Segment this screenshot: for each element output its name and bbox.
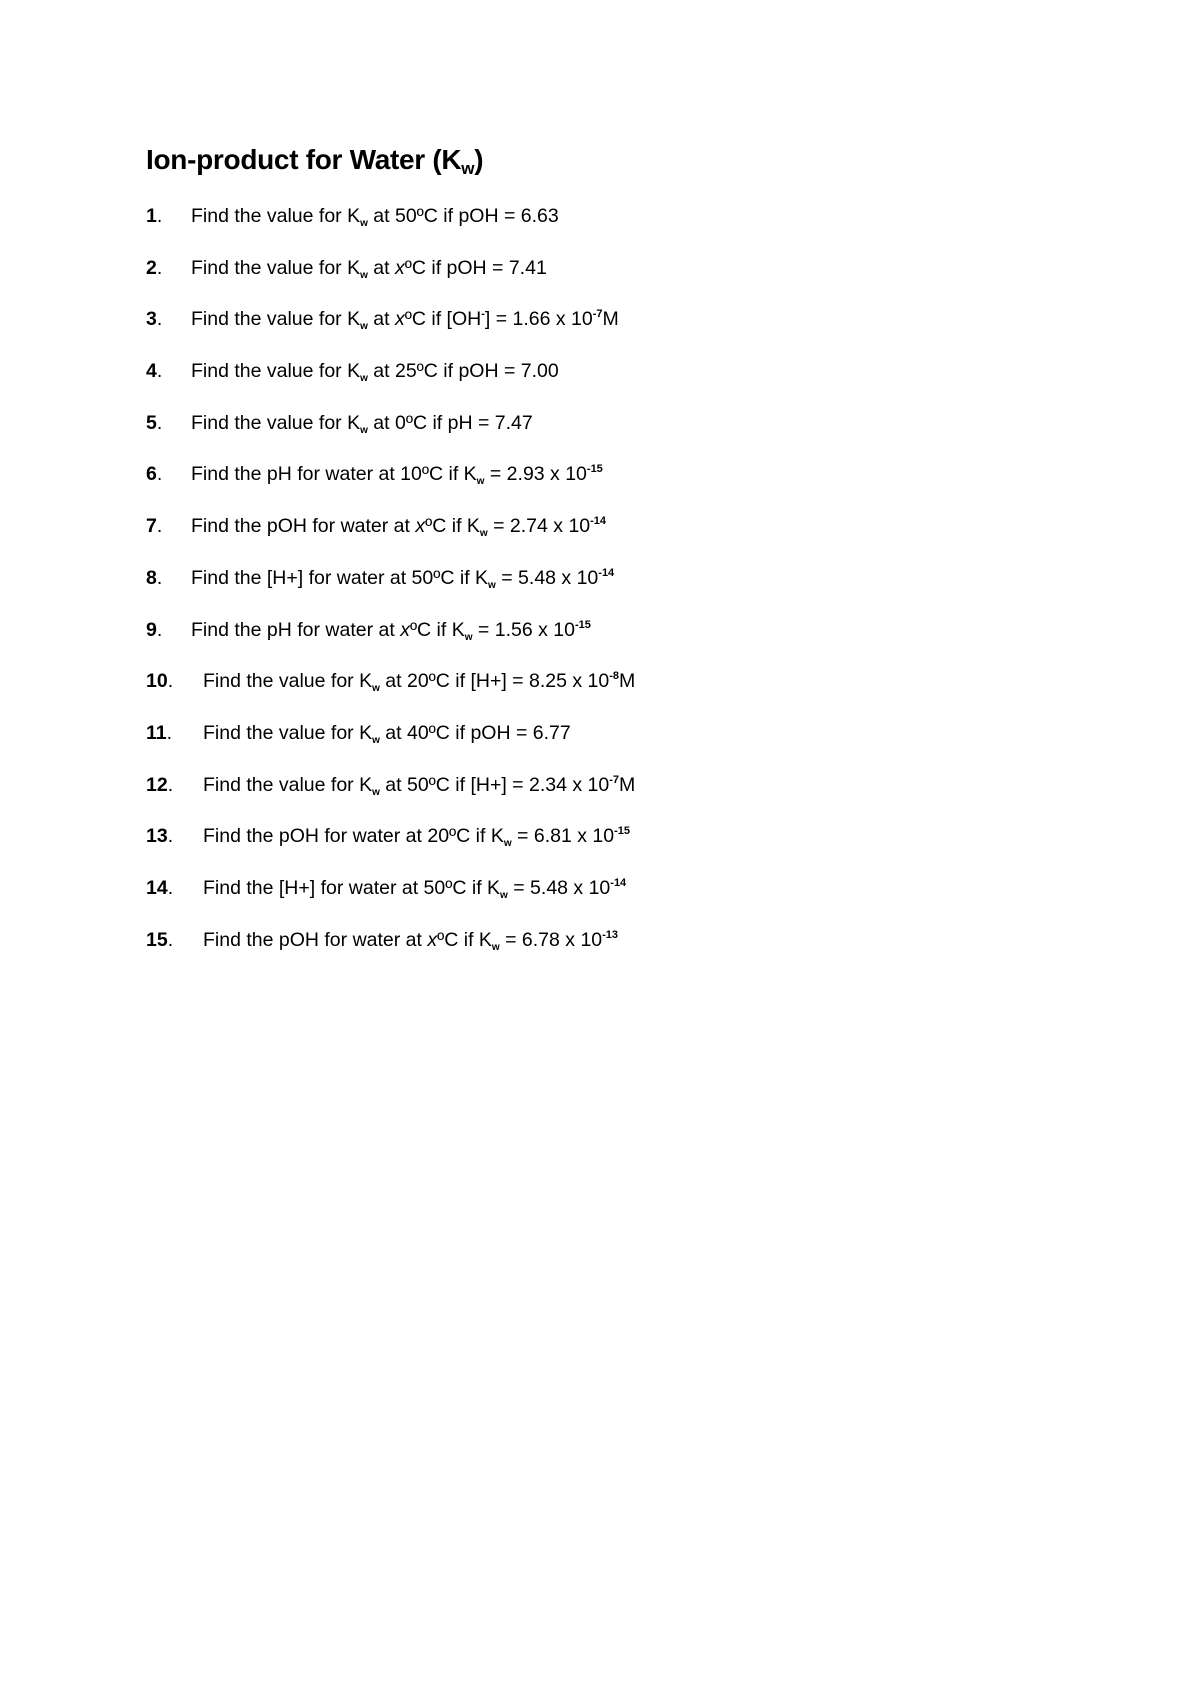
title-close: ) <box>474 144 484 175</box>
question-number-value: 2 <box>146 256 157 279</box>
question-number-value: 9 <box>146 618 157 641</box>
question-text: Find the pOH for water at 20ºC if $K_w = 6.81$ x $10^{-15}$ <box>203 825 630 850</box>
question-number: 10. <box>146 670 174 693</box>
question-item <box>146 875 635 927</box>
question-number-value: 1 <box>146 205 157 227</box>
question-text: Find the value for $K_w$ at 50ºC if pOH = 6.63 <box>191 205 559 229</box>
question-item <box>146 617 635 669</box>
question-text: Find the value for $K_w$ at 20ºC if [H+] = 8.25 x $10^{-8}M$ <box>203 670 636 695</box>
question-list <box>146 203 635 978</box>
question-number: 6. <box>146 463 163 486</box>
question-number: 12. <box>146 773 174 796</box>
question-number: 8. <box>146 566 163 589</box>
question-item <box>146 513 635 565</box>
question-text: Find the value for $K_w$ at xºC if [OH-] = 1.66 x $10^{-7}M$ <box>191 308 619 333</box>
page-title <box>146 143 483 177</box>
question-text: Find the value for $K_w$ at 50ºC if [H+] = 2.34 x $10^{-7}M$ <box>203 773 636 798</box>
question-text: Find the pH for water at 10ºC if $K_w = 2.93$ x $10^{-15}$ <box>191 463 603 488</box>
question-number-value: 12 <box>146 773 168 796</box>
question-number-value: 10 <box>146 670 168 693</box>
question-number: 14. <box>146 876 174 899</box>
question-text: Find the value for $K_w$ at 0ºC if pH = 7.47 <box>191 411 533 436</box>
question-item <box>146 306 635 358</box>
question-number-value: 4 <box>146 360 157 383</box>
question-text: Find the value for $K_w$ at 40ºC if pOH = 6.77 <box>203 721 571 746</box>
question-text: Find the pH for water at xºC if $K_w = 1.56$ x $10^{-15}$ <box>191 618 591 643</box>
question-text: Find the [H+] for water at 50ºC if $K_w = 5.48$ x $10^{-14}$ <box>203 876 627 901</box>
question-number-value: 11 <box>146 721 167 744</box>
question-number-value: 5 <box>146 411 157 434</box>
question-number: 11. <box>146 721 173 744</box>
question-item <box>146 255 635 307</box>
question-number: 13. <box>146 825 174 848</box>
question-number: 5. <box>146 411 163 434</box>
question-number: 1. <box>146 205 163 227</box>
question-number-value: 13 <box>146 825 168 848</box>
question-text: Find the pOH for water at xºC if $K_w = 6.78$ x $10^{-13}$ <box>203 928 619 953</box>
question-number: 2. <box>146 256 163 279</box>
question-item <box>146 772 635 824</box>
question-item <box>146 565 635 617</box>
question-text: Find the pOH for water at xºC if $K_w = 2.74$ x $10^{-14}$ <box>191 515 607 540</box>
question-item <box>146 823 635 875</box>
question-number-value: 15 <box>146 928 168 951</box>
question-item <box>146 668 635 720</box>
question-number-value: 6 <box>146 463 157 486</box>
question-item <box>146 410 635 462</box>
question-number: 7. <box>146 515 163 538</box>
question-number-value: 14 <box>146 876 168 899</box>
question-item <box>146 358 635 410</box>
title-text: Ion-product for Water (K <box>146 144 462 175</box>
question-number: 4. <box>146 360 163 383</box>
question-number-value: 8 <box>146 566 157 589</box>
question-item <box>146 203 635 255</box>
question-number: 3. <box>146 308 163 331</box>
question-text: Find the value for $K_w$ at xºC if pOH = 7.41 <box>191 256 547 281</box>
question-number: 9. <box>146 618 163 641</box>
title-subscript: w <box>461 159 475 178</box>
question-item <box>146 720 635 772</box>
question-text: Find the value for $K_w$ at 25ºC if pOH = 7.00 <box>191 360 559 385</box>
question-number: 15. <box>146 928 174 951</box>
question-item <box>146 927 635 979</box>
question-number-value: 7 <box>146 515 157 538</box>
question-item <box>146 461 635 513</box>
question-text: Find the [H+] for water at 50ºC if $K_w = 5.48$ x $10^{-14}$ <box>191 566 615 591</box>
question-number-value: 3 <box>146 308 157 331</box>
